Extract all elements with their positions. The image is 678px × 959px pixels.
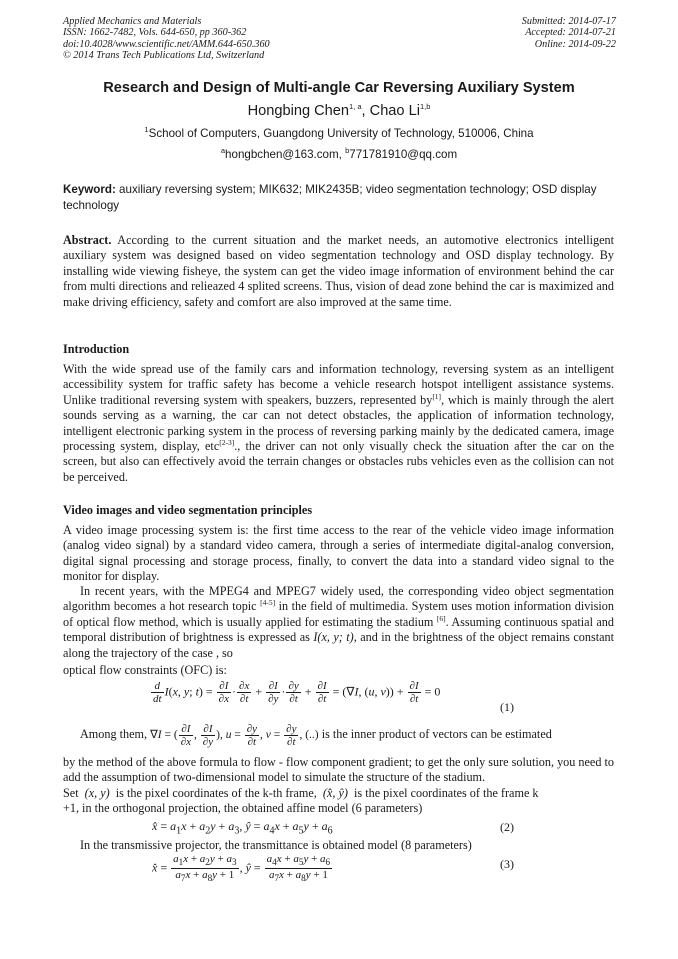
equation-2-number: (2) [500, 820, 514, 834]
issn-line: ISSN: 1662-7482, Vols. 644-650, pp 360-362 [63, 27, 247, 39]
equation-1: $\frac{d}{dt}$ I(x, y; t) = $\frac{\partial I}{\partial x}$ · $\frac{\partial x}{\partial t}$ + $\frac{\partial I}{\partial y}$ · $\frac{\partial y}{\partial t}$ + $\frac{\partial I}{\partial t}$ = (∇I, (u, v)) + $\frac{\partial I}{\partial t}$ = 0 [153, 680, 441, 705]
citation-4: [6] [436, 613, 446, 623]
doi-line: doi:10.4028/www.scientific.net/AMM.644-650.360 [63, 38, 270, 50]
submitted-date: Submitted: 2014-07-17 [521, 16, 616, 27]
ofc-intro-line: optical flow constraints (OFC) is: [63, 663, 227, 677]
intro-text-3: ., the driver can not only visually check the situation after the car on the screen, but also can effectively avoid the terrain changes or obstacles rubs vehicles even as the collision can not be perceived. [63, 439, 614, 484]
affiliation-text: School of Computers, Guangdong University of Technology, 510006, China [148, 127, 534, 140]
video-section-heading: Video images and video segmentation principles [63, 503, 313, 517]
author-line [0, 103, 678, 119]
journal-name: Applied Mechanics and Materials [63, 16, 202, 27]
citation-2: [2-3] [219, 437, 235, 447]
copyright-line: © 2014 Trans Tech Publications Ltd, Switzerland [63, 49, 265, 61]
publication-dates [522, 16, 616, 50]
introduction-heading: Introduction [63, 342, 130, 356]
affiliation-marker: 1 [144, 125, 149, 135]
intro-text-1: With the wide spread use of the family cars and information technology, reversing system as an intelligent accessibility system for traffic safety has become a vehicle research hotspot intelligent assistance systems. Unlike traditional reversing system with speakers, buzzers, represented by [63, 362, 614, 407]
equation-2: x̂ = $a_1x + a_2y + a_3$, ŷ = $a_4x + a_5y + a_6$ [152, 819, 333, 837]
among-them-line [80, 723, 614, 748]
equation-1-number: (1) [500, 700, 514, 714]
among-prefix: Among them, [80, 727, 148, 742]
author-2-affil: 1,b [419, 102, 431, 112]
email-line [0, 148, 678, 161]
intro-text-2: , which is mainly through the alert sounds serving as a warning, the car can not detect obstacles, the application of information technology, intelligent electronic parking system in the process of reversing parking mainly by the dedicated camera, image processing system, display, etc [63, 392, 614, 454]
set-coordinates-line [63, 786, 614, 801]
email-a-marker: a [220, 146, 226, 156]
video-paragraph-2 [63, 584, 614, 661]
coords-xy: (x, y) [84, 786, 110, 800]
coords-hat: (x̂, ŷ) [322, 786, 348, 800]
equation-3: x̂ = $\frac{a_1x + a_2y + a_3}{a_7x + a_8y + 1}$ , ŷ = $\frac{a_4x + a_5y + a_6}{a_7x + a_8y + 1}$ [152, 853, 331, 884]
author-separator: , [361, 103, 370, 119]
abstract [63, 233, 614, 310]
abstract-text: According to the current situation and the market needs, an automotive electronics intelligent auxiliary system was designed based on video segmentation technology and OSD display technology. By installing wide viewing fisheye, the system can get the video image information of environment behind the car from multi directions and relieazed 4 splited screens. Thus, vision of dead zone behind the car is maximized and make driving efficiency, safety and comfort are also improved at the same time. [63, 233, 614, 309]
author-1: Hongbing Chen [247, 103, 350, 119]
introduction-paragraph [63, 362, 614, 485]
affiliation [0, 127, 678, 140]
citation-3: [4-5] [260, 598, 276, 608]
video-text-b: in the field of multimedia. System uses motion information division of optical flow method, which is usually applied for estimating the stadium [63, 599, 614, 629]
video-paragraph-1: A video image processing system is: the first time access to the rear of the vehicle video image information (analog video signal) by a standard video camera, through a series of intermediate digital-analog conversion, digital signal processing and storage process, finally, to convert the data into a standard video signal to the monitor for display. [63, 523, 614, 584]
email-b: 771781910@qq.com [349, 148, 458, 161]
brightness-function: I(x, y; t) [313, 630, 354, 645]
keywords [63, 182, 615, 213]
author-1-affil: 1, a [349, 102, 362, 112]
among-suffix: is the inner product of vectors can be estimated [321, 727, 552, 742]
affine-model-line: +1, in the orthogonal projection, the obtained affine model (6 parameters) [63, 801, 423, 815]
set-text-a: Set [63, 786, 79, 800]
abstract-label: Abstract. [63, 233, 112, 247]
transmissive-line: In the transmissive projector, the transmittance is obtained model (8 parameters) [80, 838, 472, 852]
set-text-b: is the pixel coordinates of the k-th frame, [115, 786, 317, 800]
paper-title: Research and Design of Multi-angle Car Reversing Auxiliary System [103, 80, 575, 96]
video-paragraph-3: by the method of the above formula to flow - flow component gradient; to get the only sure solution, you need to add the assumption of two-dimensional model to simulate the structure of the stadium. [63, 755, 614, 785]
email-a: hongbchen@163.com, [225, 148, 346, 161]
accepted-date: Accepted: 2014-07-21 [525, 27, 616, 39]
journal-metadata [63, 16, 270, 61]
citation-1: [1] [432, 391, 442, 401]
author-2: Chao Li [369, 103, 420, 119]
video-text-d: , and in the brightness of the object remains constant along the trajectory of the case , so [63, 630, 614, 660]
keywords-label: Keyword: [63, 183, 116, 196]
email-b-marker: b [345, 146, 350, 156]
set-text-c: is the pixel coordinates of the frame k [354, 786, 539, 800]
video-text-a: In recent years, with the MPEG4 and MPEG7 widely used, the corresponding video object segmentation algorithm becomes a hot research topic [63, 584, 614, 614]
equation-3-number: (3) [500, 857, 514, 871]
video-text-c: . Assuming continuous spatial and temporal distribution of brightness is expressed as [63, 614, 614, 645]
keywords-text: auxiliary reversing system; MIK632; MIK2435B; video segmentation technology; OSD display technology [63, 183, 597, 212]
online-date: Online: 2014-09-22 [534, 38, 616, 50]
gradient-expression: ∇I = ( $\frac{\partial I}{\partial x}$ , $\frac{\partial I}{\partial y}$ ), u = $\frac{\partial y}{\partial t}$ , v = $\frac{\partial y}{\partial t}$ , (..) [150, 723, 319, 748]
